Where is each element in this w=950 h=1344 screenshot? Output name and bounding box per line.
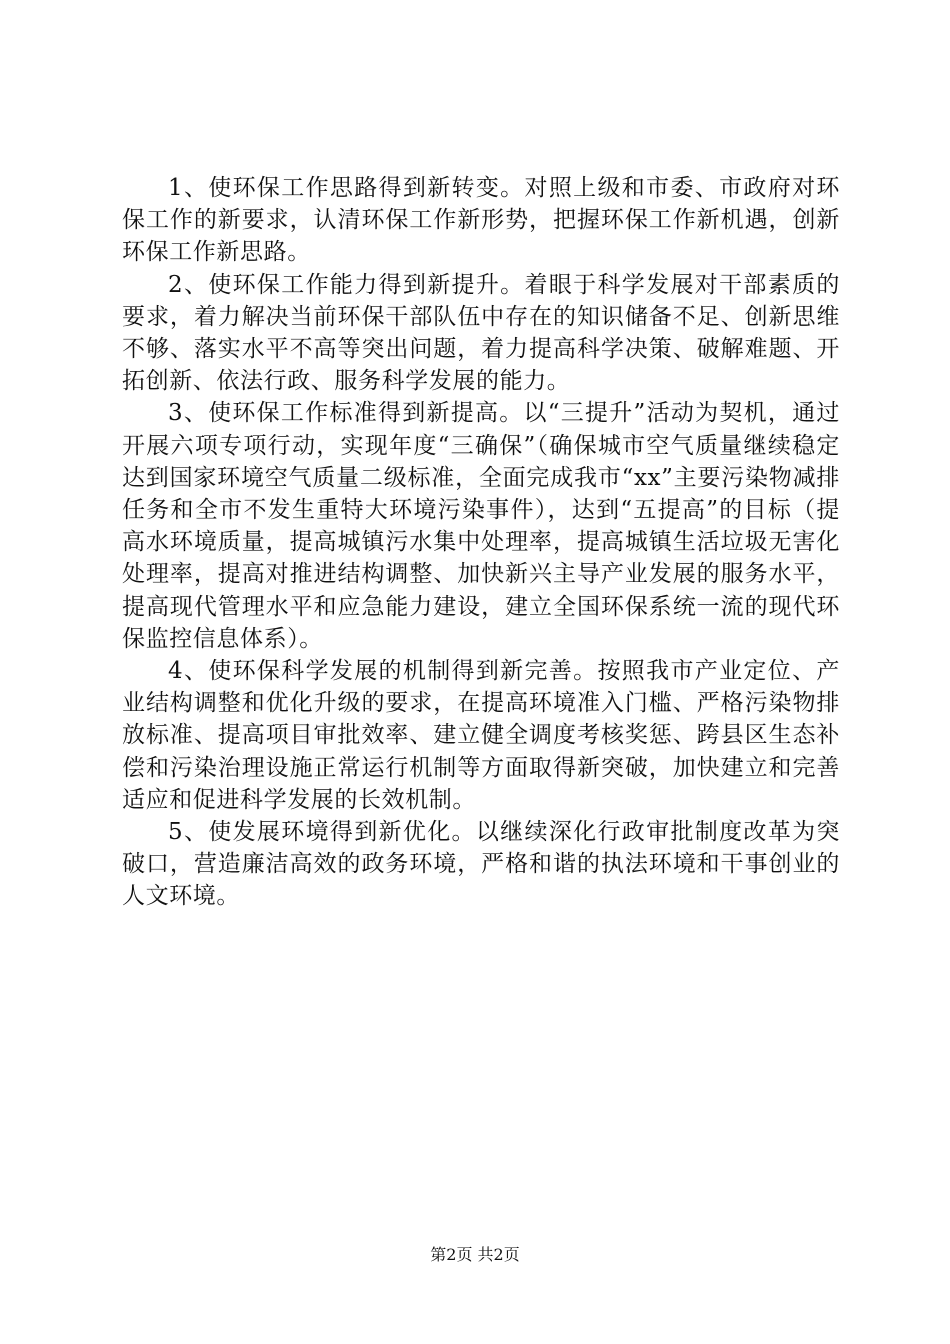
paragraph-3: 3、使环保工作标准得到新提高。以“三提升”活动为契机，通过开展六项专项行动，实现年度“三确保”（确保城市空气质量继续稳定达到国家环境空气质量二级标准，全面完成我市“xx”主要污染物减排任务和全市不发生重特大环境污染事件），达到“五提高”的目标（提高水环境质量，提高城镇污水集中处理率，提高城镇生活垃圾无害化处理率，提高对推进结构调整、加快新兴主导产业发展的服务水平，提高现代管理水平和应急能力建设，建立全国环保系统一流的现代环保监控信息体系）。 — [122, 400, 840, 652]
paragraph-5: 5、使发展环境得到新优化。以继续深化行政审批制度改革为突破口，营造廉洁高效的政务环境，严格和谐的执法环境和干事创业的人文环境。 — [122, 819, 840, 910]
paragraph-1: 1、使环保工作思路得到新转变。对照上级和市委、市政府对环保工作的新要求，认清环保工作新形势，把握环保工作新机遇，创新环保工作新思路。 — [122, 175, 840, 266]
document-body — [122, 172, 840, 913]
page-footer — [0, 1244, 950, 1266]
paragraph-2: 2、使环保工作能力得到新提升。着眼于科学发展对干部素质的要求，着力解决当前环保干部队伍中存在的知识储备不足、创新思维不够、落实水平不高等突出问题，着力提高科学决策、破解难题、开拓创新、依法行政、服务科学发展的能力。 — [122, 271, 840, 395]
paragraph-4: 4、使环保科学发展的机制得到新完善。按照我市产业定位、产业结构调整和优化升级的要求，在提高环境准入门槛、严格污染物排放标准、提高项目审批效率、建立健全调度考核奖惩、跨县区生态补偿和污染治理设施正常运行机制等方面取得新突破，加快建立和完善适应和促进科学发展的长效机制。 — [122, 658, 840, 813]
page-number-label: 第2页 共2页 — [430, 1245, 520, 1264]
